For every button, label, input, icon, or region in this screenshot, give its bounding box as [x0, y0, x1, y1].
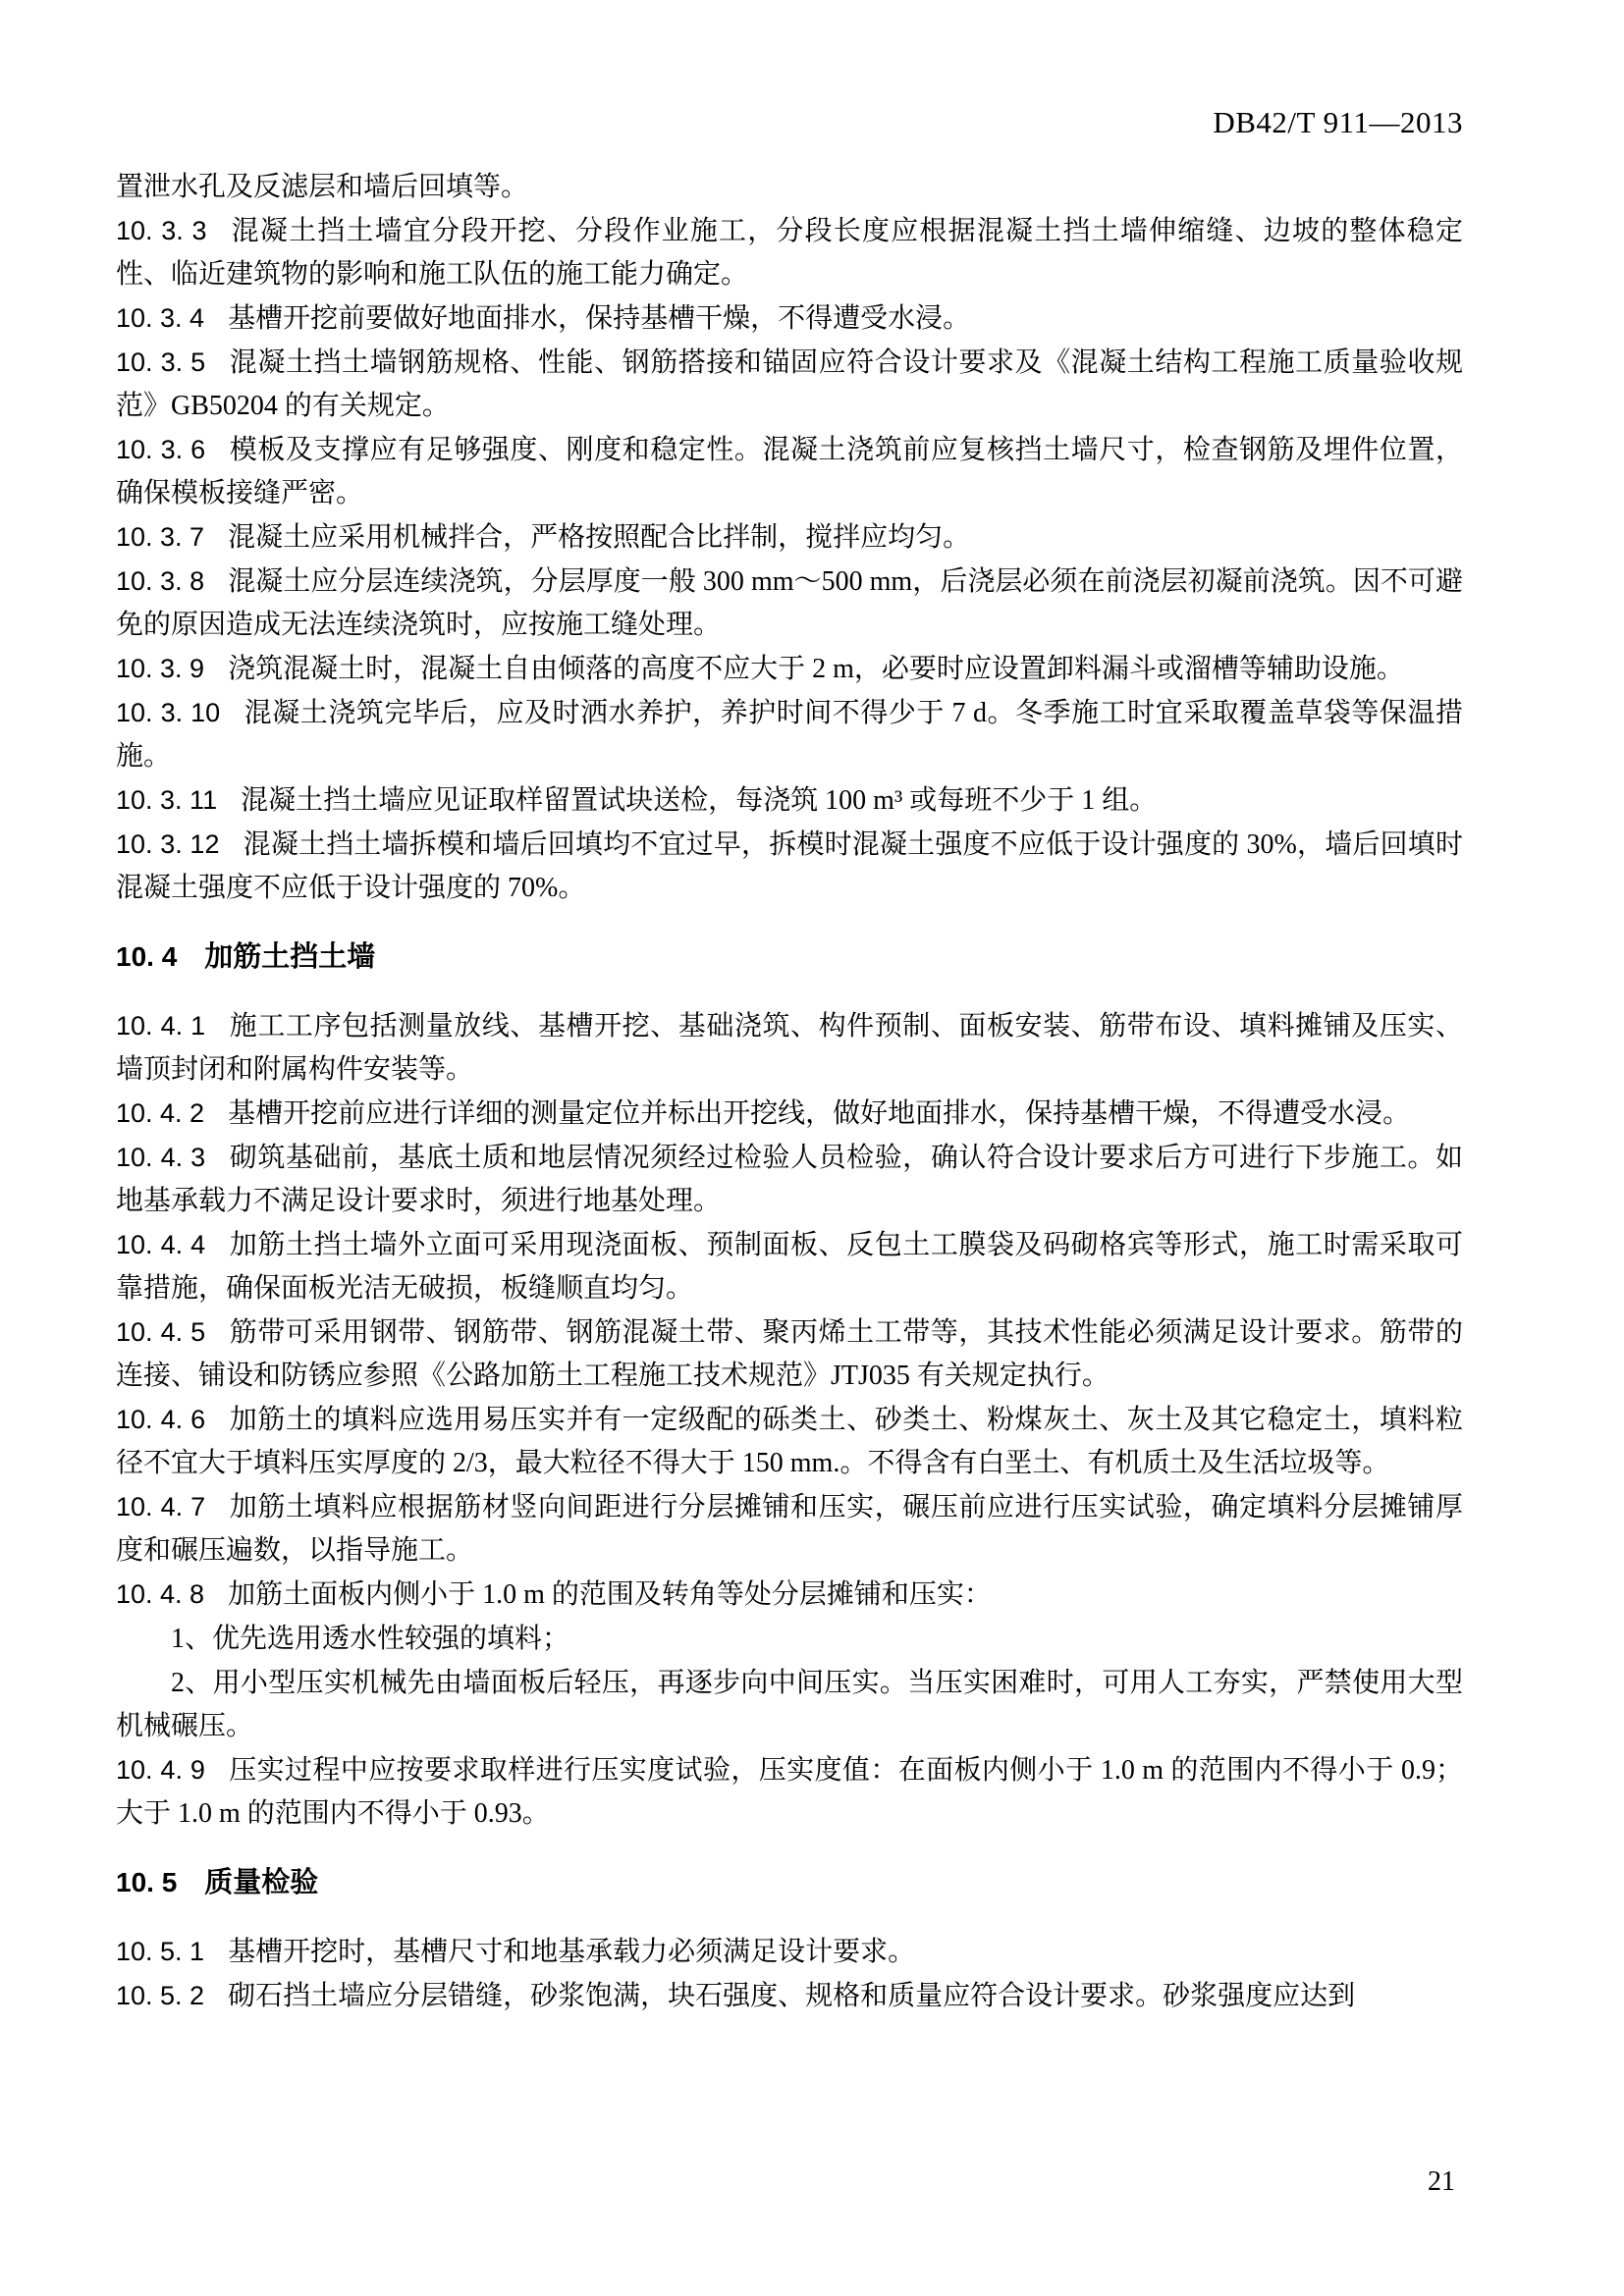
list-item-1 — [116, 1617, 1463, 1661]
section-heading-10-4 — [116, 935, 1463, 979]
clause-text: 混凝土挡土墙钢筋规格、性能、钢筋搭接和锚固应符合设计要求及《混凝土结构工程施工质量验收规范》GB50204 的有关规定。 — [116, 347, 1463, 421]
clause-number: 10. 5. 1 — [116, 1937, 205, 1966]
clause-number: 10. 4. 7 — [116, 1492, 206, 1522]
list-item-2 — [116, 1661, 1463, 1748]
section-number: 10. 4 — [116, 941, 178, 972]
clause-text: 压实过程中应按要求取样进行压实度试验，压实度值：在面板内侧小于 1.0 m 的范围内不得小于 0.9；大于 1.0 m 的范围内不得小于 0.93。 — [116, 1755, 1463, 1829]
clause-10-3-9 — [116, 647, 1463, 691]
section-title: 加筋土挡土墙 — [204, 941, 376, 973]
section-heading-10-5 — [116, 1861, 1463, 1904]
clause-text: 模板及支撑应有足够强度、刚度和稳定性。混凝土浇筑前应复核挡土墙尺寸，检查钢筋及埋件位置，确保模板接缝严密。 — [116, 435, 1463, 508]
clause-number: 10. 4. 8 — [116, 1579, 205, 1609]
clause-number: 10. 3. 3 — [116, 216, 207, 245]
document-body — [116, 165, 1463, 2018]
clause-number: 10. 4. 6 — [116, 1405, 206, 1434]
clause-10-3-10 — [116, 691, 1463, 778]
clause-10-4-6 — [116, 1398, 1463, 1485]
clause-text: 混凝土浇筑完毕后，应及时洒水养护，养护时间不得少于 7 d。冬季施工时宜采取覆盖草袋等保温措施。 — [116, 698, 1463, 772]
clause-10-3-4 — [116, 296, 1463, 341]
clause-number: 10. 5. 2 — [116, 1981, 205, 2010]
clause-number: 10. 4. 1 — [116, 1011, 206, 1041]
clause-text: 混凝土挡土墙宜分段开挖、分段作业施工，分段长度应根据混凝土挡土墙伸缩缝、边坡的整体稳定性、临近建筑物的影响和施工队伍的施工能力确定。 — [116, 216, 1463, 290]
clause-text: 加筋土的填料应选用易压实并有一定级配的砾类土、砂类土、粉煤灰土、灰土及其它稳定土，填料粒径不宜大于填料压实厚度的 2/3，最大粒径不得大于 150 mm.。不得含有白垩土、有机质土及生活垃圾等。 — [116, 1405, 1463, 1478]
clause-number: 10. 4. 9 — [116, 1755, 205, 1785]
section-title: 质量检验 — [204, 1867, 319, 1898]
clause-10-4-3 — [116, 1136, 1463, 1223]
clause-text: 混凝土挡土墙拆模和墙后回填均不宜过早，拆模时混凝土强度不应低于设计强度的 30%，墙后回填时混凝土强度不应低于设计强度的 70%。 — [116, 829, 1463, 903]
clause-10-3-7 — [116, 515, 1463, 560]
clause-10-3-12 — [116, 823, 1463, 910]
clause-text: 砌石挡土墙应分层错缝，砂浆饱满，块石强度、规格和质量应符合设计要求。砂浆强度应达到 — [228, 1981, 1356, 2011]
clause-10-4-5 — [116, 1310, 1463, 1398]
clause-number: 10. 3. 5 — [116, 347, 206, 377]
continuation-paragraph — [116, 165, 1463, 209]
clause-text: 筋带可采用钢带、钢筋带、钢筋混凝土带、聚丙烯土工带等，其技术性能必须满足设计要求。筋带的连接、铺设和防锈应参照《公路加筋土工程施工技术规范》JTJ035 有关规定执行。 — [116, 1317, 1463, 1391]
clause-text: 混凝土应分层连续浇筑，分层厚度一般 300 mm～500 mm，后浇层必须在前浇层初凝前浇筑。因不可避免的原因造成无法连续浇筑时，应按施工缝处理。 — [116, 566, 1463, 640]
clause-10-3-6 — [116, 428, 1463, 515]
clause-number: 10. 3. 8 — [116, 566, 205, 596]
clause-10-4-8 — [116, 1573, 1463, 1617]
clause-text: 基槽开挖前应进行详细的测量定位并标出开挖线，做好地面排水，保持基槽干燥，不得遭受水浸。 — [228, 1098, 1411, 1129]
clause-number: 10. 3. 6 — [116, 435, 206, 464]
paragraph-text: 置泄水孔及反滤层和墙后回填等。 — [116, 172, 529, 202]
clause-10-3-11 — [116, 778, 1463, 823]
clause-number: 10. 3. 10 — [116, 698, 221, 727]
clause-number: 10. 4. 2 — [116, 1098, 205, 1128]
clause-text: 砌筑基础前，基底土质和地层情况须经过检验人员检验，确认符合设计要求后方可进行下步施工。如地基承载力不满足设计要求时，须进行地基处理。 — [116, 1143, 1463, 1216]
clause-10-3-5 — [116, 341, 1463, 428]
clause-text: 混凝土应采用机械拌合，严格按照配合比拌制，搅拌应均匀。 — [228, 522, 971, 553]
clause-10-3-8 — [116, 560, 1463, 647]
clause-text: 加筋土挡土墙外立面可采用现浇面板、预制面板、反包土工膜袋及码砌格宾等形式，施工时需采取可靠措施，确保面板光洁无破损，板缝顺直均匀。 — [116, 1230, 1463, 1304]
clause-10-4-4 — [116, 1223, 1463, 1310]
clause-text: 基槽开挖时，基槽尺寸和地基承载力必须满足设计要求。 — [228, 1937, 916, 1967]
clause-text: 加筋土面板内侧小于 1.0 m 的范围及转角等处分层摊铺和压实： — [228, 1579, 992, 1610]
clause-number: 10. 3. 11 — [116, 785, 218, 815]
standard-number: DB42/T 911—2013 — [1213, 105, 1463, 139]
section-number: 10. 5 — [116, 1867, 178, 1897]
clause-number: 10. 4. 3 — [116, 1143, 206, 1172]
clause-number: 10. 3. 9 — [116, 654, 205, 683]
clause-number: 10. 3. 4 — [116, 303, 205, 333]
list-item-text: 1、优先选用透水性较强的填料； — [171, 1624, 570, 1654]
clause-text: 施工工序包括测量放线、基槽开挖、基础浇筑、构件预制、面板安装、筋带布设、填料摊铺及压实、墙顶封闭和附属构件安装等。 — [116, 1011, 1463, 1085]
clause-10-4-2 — [116, 1092, 1463, 1136]
clause-10-4-1 — [116, 1004, 1463, 1092]
clause-10-3-3 — [116, 209, 1463, 296]
clause-number: 10. 3. 7 — [116, 522, 205, 552]
clause-text: 混凝土挡土墙应见证取样留置试块送检，每浇筑 100 m³ 或每班不少于 1 组。 — [241, 785, 1158, 816]
clause-10-5-1 — [116, 1930, 1463, 1974]
page-number: 21 — [1428, 2166, 1455, 2197]
clause-10-4-7 — [116, 1485, 1463, 1573]
clause-text: 基槽开挖前要做好地面排水，保持基槽干燥，不得遭受水浸。 — [228, 303, 971, 334]
clause-number: 10. 4. 4 — [116, 1230, 206, 1259]
clause-10-4-9 — [116, 1748, 1463, 1836]
page-footer — [1428, 2164, 1455, 2200]
clause-text: 浇筑混凝土时，混凝土自由倾落的高度不应大于 2 m，必要时应设置卸料漏斗或溜槽等辅助设施。 — [228, 654, 1404, 684]
clause-text: 加筋土填料应根据筋材竖向间距进行分层摊铺和压实，碾压前应进行压实试验，确定填料分层摊铺厚度和碾压遍数，以指导施工。 — [116, 1492, 1463, 1566]
clause-number: 10. 3. 12 — [116, 829, 220, 859]
list-item-text: 2、用小型压实机械先由墙面板后轻压，再逐步向中间压实。当压实困难时，可用人工夯实，严禁使用大型机械碾压。 — [116, 1668, 1463, 1741]
clause-number: 10. 4. 5 — [116, 1317, 206, 1347]
page-header — [116, 104, 1463, 141]
clause-10-5-2 — [116, 1974, 1463, 2018]
